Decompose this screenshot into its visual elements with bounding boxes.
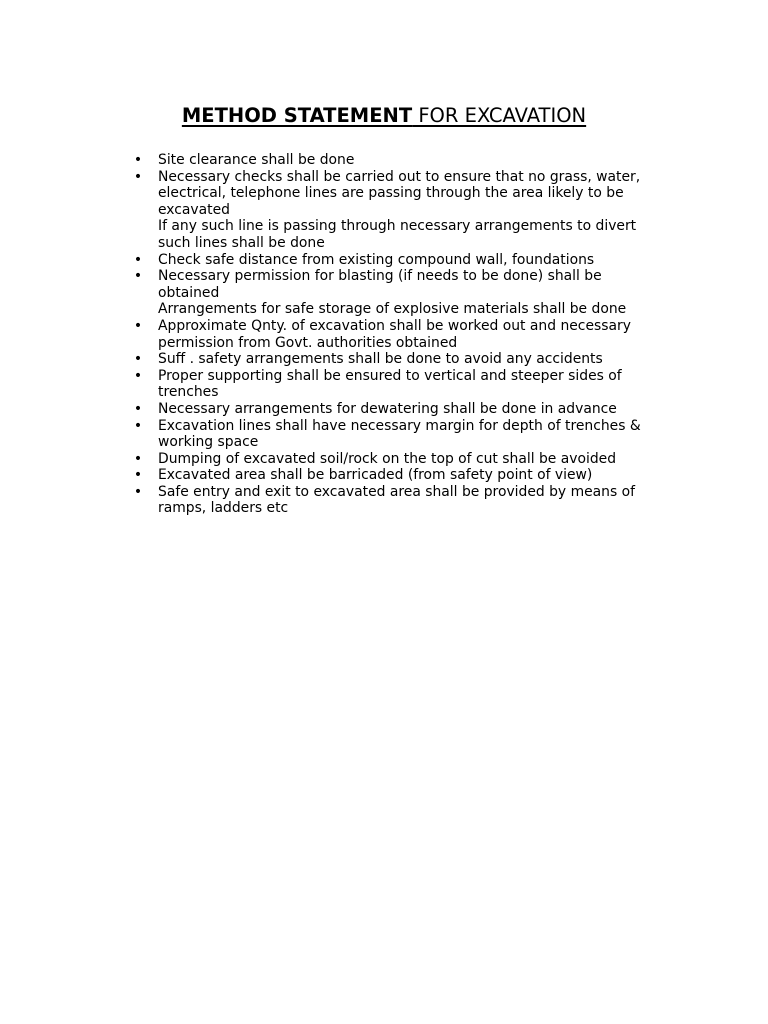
list-item [132,368,652,401]
list-item-text-line: permission from Govt. authorities obtained [158,334,458,351]
list-item-text-line: trenches [158,384,219,401]
bullet-icon: • [133,400,143,417]
list-item-text-line: such lines shall be done [158,234,325,251]
list-item [132,467,652,484]
list-item [132,268,652,318]
bullet-icon: • [133,168,143,185]
list-item-text-line: Approximate Qnty. of excavation shall be worked out and necessary [158,317,631,334]
title-regular-part: FOR EXCAVATION [412,104,587,127]
list-item [132,252,652,269]
list-item [132,318,652,351]
bullet-icon: • [133,450,143,467]
list-item-text-line: Necessary arrangements for dewatering shall be done in advance [158,400,617,417]
list-item-text-line: ramps, ladders etc [158,500,289,517]
list-item [132,418,652,451]
bullet-icon: • [133,467,143,484]
list-item-text-line: Safe entry and exit to excavated area shall be provided by means of [158,483,636,500]
list-item-text-line: Excavation lines shall have necessary margin for depth of trenches & [158,417,641,434]
list-item [132,351,652,368]
list-item-text-line: Arrangements for safe storage of explosive materials shall be done [158,301,627,318]
bullet-icon: • [133,268,143,285]
bullet-icon: • [133,483,143,500]
list-item [132,401,652,418]
list-item-text-line: Necessary permission for blasting (if needs to be done) shall be [158,268,602,285]
bullet-icon: • [133,317,143,334]
list-item-text-line: Proper supporting shall be ensured to vertical and steeper sides of [158,367,622,384]
bullet-icon: • [133,417,143,434]
list-item-text-line: working space [158,434,259,451]
title-bold-part: METHOD STATEMENT [181,104,413,127]
bullet-icon: • [133,367,143,384]
bullet-list [132,152,652,517]
list-item [132,169,652,252]
document-title [0,102,768,130]
list-item-text-line: Dumping of excavated soil/rock on the top of cut shall be avoided [158,450,617,467]
list-item [132,451,652,468]
list-item-text-line: electrical, telephone lines are passing through the area likely to be [158,185,624,202]
list-item-text-line: Site clearance shall be done [158,152,355,168]
bullet-icon: • [133,152,143,168]
bullet-icon: • [133,351,143,368]
list-item [132,484,652,517]
list-item-text-line: Excavated area shall be barricaded (from safety point of view) [158,467,593,484]
list-item-text-line: If any such line is passing through necessary arrangements to divert [158,218,637,235]
list-item [132,152,652,169]
list-item-text-line: excavated [158,201,230,218]
bullet-icon: • [133,251,143,268]
list-item-text-line: obtained [158,284,220,301]
list-item-text-line: Necessary checks shall be carried out to ensure that no grass, water, [158,168,641,185]
list-item-text-line: Suff . safety arrangements shall be done to avoid any accidents [158,351,603,368]
list-item-text-line: Check safe distance from existing compound wall, foundations [158,251,595,268]
